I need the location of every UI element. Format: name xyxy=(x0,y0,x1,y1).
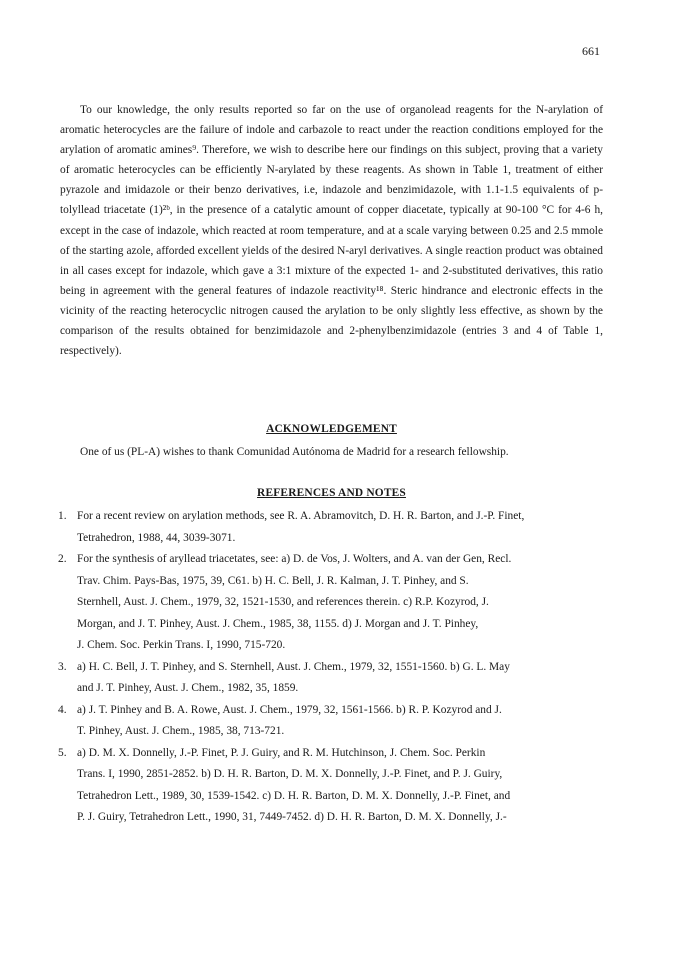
reference-line: Tetrahedron, 1988, 44, 3039-3071. xyxy=(77,531,236,544)
reference-line: Morgan, and J. T. Pinhey, Aust. J. Chem., 1985, 38, 1155. d) J. Morgan and J. T. Pinhey, xyxy=(77,617,479,630)
reference-number: 2. xyxy=(58,553,67,565)
reference-number: 3. xyxy=(58,660,67,673)
reference-line: T. Pinhey, Aust. J. Chem., 1985, 38, 713-721. xyxy=(77,725,285,737)
reference-line: a) J. T. Pinhey and B. A. Rowe, Aust. J. Chem., 1979, 32, 1561-1566. b) R. P. Kozyrod and J. xyxy=(77,703,502,716)
reference-line: Trans. I, 1990, 2851-2852. b) D. H. R. Barton, D. M. X. Donnelly, J.-P. Finet, and P. J. Guiry, xyxy=(77,768,503,780)
reference-line: and J. T. Pinhey, Aust. J. Chem., 1982, 35, 1859. xyxy=(77,682,299,694)
references-heading: REFERENCES AND NOTES xyxy=(257,487,406,499)
reference-item xyxy=(36,506,603,549)
reference-number: 1. xyxy=(58,510,67,522)
reference-line: a) H. C. Bell, J. T. Pinhey, and S. Sternhell, Aust. J. Chem., 1979, 32, 1551-1560. b) G. L. May xyxy=(77,660,510,673)
reference-number: 4. xyxy=(58,703,67,716)
reference-item xyxy=(36,743,603,829)
body-paragraph: To our knowledge, the only results reported so far on the use of organolead reagents for the N-arylation of aromatic heterocycles are the failure of indole and carbazole to react under the reaction conditions employed for the arylation of aromatic amines⁹. Therefore, we wish to describe here our findings on this subject, proving that a variety of aromatic heterocycles can be efficiently N-arylated by these reagents. As shown in Table 1, treatment of either pyrazole and imidazole or their benzo derivatives, i.e, indazole and benzimidazole, with 1.1-1.5 equivalents of p-tolyllead triacetate (1)²ᵇ, in the presence of a catalytic amount of copper diacetate, typically at 90-100 °C for 4-6 h, except in the case of indazole, which reacted at room temperature, and at a scale varying between 0.25 and 2.5 mmole of the starting azole, afforded excellent yields of the desired N-aryl derivatives. A single reaction product was obtained in all cases except for indazole, which gave a 3:1 mixture of the expected 1- and 2-substituted derivatives, this ratio being in agreement with the general features of indazole reactivity¹⁸. Steric hindrance and electronic effects in the vicinity of the reacting heterocyclic nitrogen caused the arylation to be only slightly less effective, as shown by the comparison of the results obtained for benzimidazole and 2-phenylbenzimidazole (entries 3 and 4 of Table 1, respectively). xyxy=(60,104,603,358)
page-number: 661 xyxy=(582,44,600,58)
acknowledgement-heading: ACKNOWLEDGEMENT xyxy=(266,423,397,435)
reference-line: Tetrahedron Lett., 1989, 30, 1539-1542. c) D. H. R. Barton, D. M. X. Donnelly, J.-P. Finet, and xyxy=(77,789,511,802)
reference-item xyxy=(36,700,603,743)
reference-item xyxy=(36,657,603,700)
reference-line: Trav. Chim. Pays-Bas, 1975, 39, C61. b) H. C. Bell, J. R. Kalman, J. T. Pinhey, and S. xyxy=(77,574,469,587)
reference-line: For a recent review on arylation methods, see R. A. Abramovitch, D. H. R. Barton, and J.-P. Finet, xyxy=(77,510,525,522)
reference-item xyxy=(36,549,603,657)
reference-line: Sternhell, Aust. J. Chem., 1979, 32, 1521-1530, and references therein. c) R.P. Kozyrod, J. xyxy=(77,596,489,608)
acknowledgement-text: One of us (PL-A) wishes to thank Comunidad Autónoma de Madrid for a research fellowship. xyxy=(80,446,509,458)
references-list xyxy=(36,506,603,829)
reference-line: P. J. Guiry, Tetrahedron Lett., 1990, 31, 7449-7452. d) D. H. R. Barton, D. M. X. Donnelly, J.- xyxy=(77,811,507,823)
reference-line: For the synthesis of aryllead triacetates, see: a) D. de Vos, J. Wolters, and A. van der Gen, Recl. xyxy=(77,553,512,565)
reference-line: a) D. M. X. Donnelly, J.-P. Finet, P. J. Guiry, and R. M. Hutchinson, J. Chem. Soc. Perkin xyxy=(77,746,486,759)
reference-line: J. Chem. Soc. Perkin Trans. I, 1990, 715-720. xyxy=(77,639,286,651)
reference-number: 5. xyxy=(58,746,67,759)
